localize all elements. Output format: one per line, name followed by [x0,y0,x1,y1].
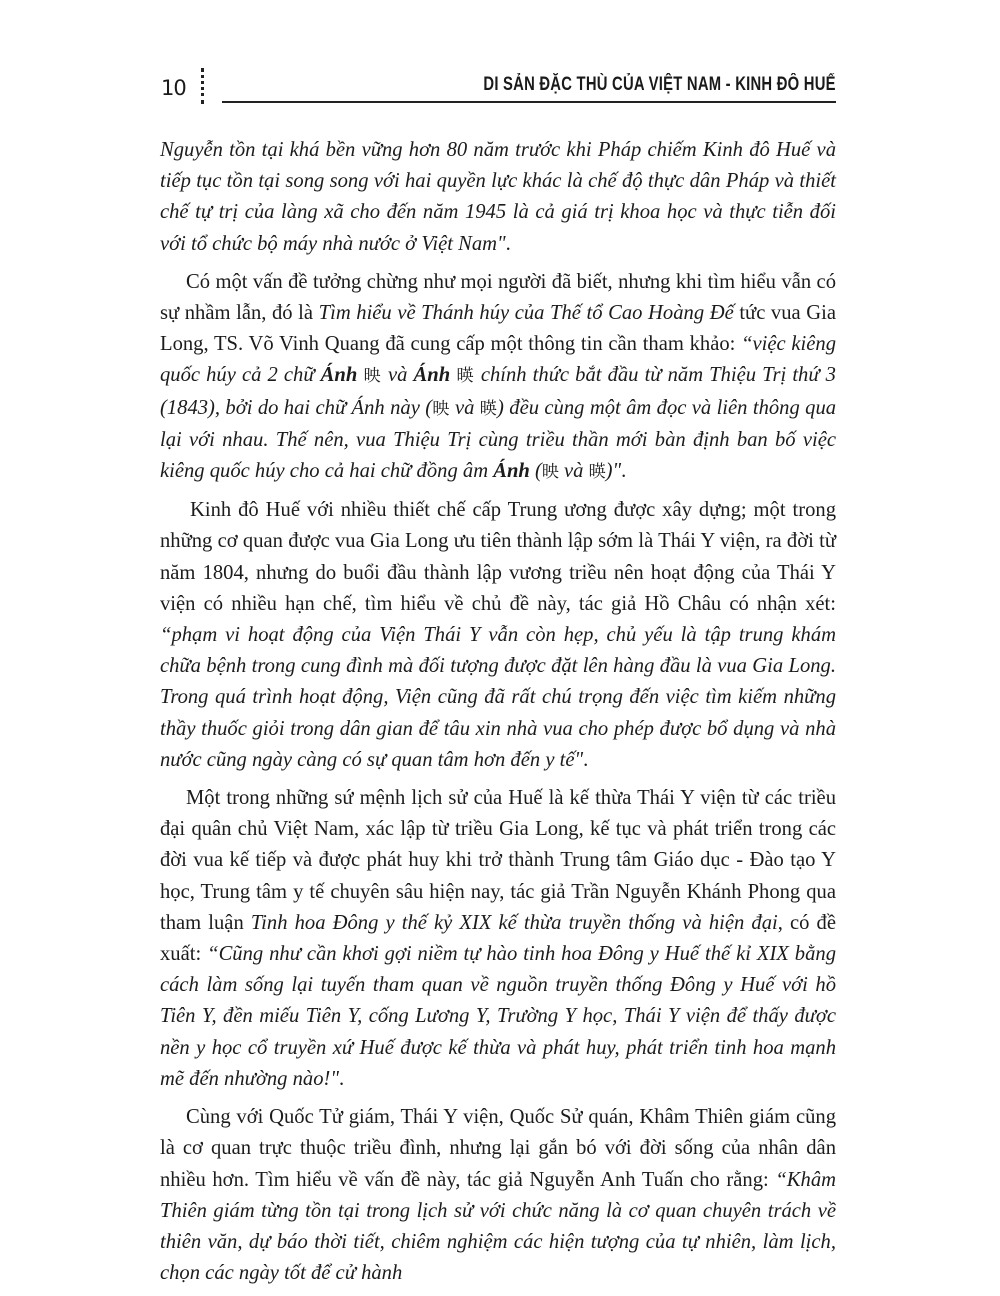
italic-text: “phạm vi hoạt động của Viện Thái Y vẫn còn hẹp, chủ yếu là tập trung khám chữa bệnh trong cung đình mà đối tượng được đặt lên hàng đầu là vua Gia Long. Trong quá trình hoạt động, Viện cũng đã rất chú trọng đến việc tìm kiếm những thầy thuốc giỏi trong dân gian để tâu xin nhà vua cho phép được bổ dụng và nhà nước cũng ngày càng có sự quan tâm hơn đến y tế" [160,624,836,771]
header-dotted-divider [201,68,204,104]
text-run: . [505,232,511,255]
paragraph [160,267,836,488]
italic-text: và [387,364,414,387]
han-character: 暎 [479,398,498,419]
running-title: DI SẢN ĐẶC THÙ CỦA VIỆT NAM - KINH ĐÔ HUẾ [483,74,836,95]
han-character: 映 [541,462,559,483]
bold-term: Ánh [493,460,530,483]
italic-text: và [558,460,589,483]
italic-text: Tìm hiểu về Thánh húy của Thế tổ Cao Hoàng Đế [318,302,734,325]
text-run: Có một vấn đề tưởng chừng như mọi người đã biết, nhưng khi tìm hiểu vẫn có sự nhầm lẫn, đó là [160,270,836,325]
header-rule [222,101,836,103]
text-run: Cùng với Quốc Tử giám, Thái Y viện, Quốc Sử quán, Khâm Thiên giám cũng là cơ quan trực thuộc triều đình, nhưng lại gắn bó với đời sống của nhân dân nhiều hơn. Tìm hiểu về vấn đề này, tác giả Nguyễn Anh Tuấn cho rằng: [160,1106,836,1191]
han-character: 暎 [588,462,606,483]
text-run: Kinh đô Huế với nhiều thiết chế cấp Trung ương được xây dựng; một trong những cơ quan được vua Gia Long ưu tiên thành lập sớm là Thái Y viện, ra đời từ năm 1804, nhưng do buổi đầu thành lập vương triều nên hoạt động của Thái Y viện có nhiều hạn chế, tìm hiểu về chủ đề này, tác giả Hồ Châu có nhận xét: [160,499,836,615]
paragraph [160,135,836,260]
paragraph [160,1102,836,1289]
text-run: . [583,748,589,771]
page-header [0,0,1000,120]
han-character: 映 [432,398,450,419]
body-text [160,135,836,1296]
paragraph [160,495,836,776]
italic-text: Nguyễn tồn tại khá bền vững hơn 80 năm trước khi Pháp chiếm Kinh đô Huế và tiếp tục tồn tại song song với hai quyền lực khác là chế độ thực dân Pháp và thiết chế tự trị của làng xã cho đến năm 1945 là cả giá trị khoa học và thực tiễn đối với tổ chức bộ máy nhà nước ở Việt Nam" [160,139,836,255]
italic-text: Tinh hoa Đông y thế kỷ XIX kế thừa truyền thống và hiện đại [250,911,778,934]
paragraph [160,783,836,1095]
italic-text: “Khâm Thiên giám từng tồn tại trong lịch sử với chức năng là cơ quan chuyên trách về thiên văn, dự báo thời tiết, chiêm nghiệm các hiện tượng của tự nhiên, làm lịch, chọn các ngày tốt để cử hành [160,1168,836,1285]
text-run: . [621,460,627,483]
italic-text: ( [529,460,542,483]
han-character: 映 [357,366,388,387]
bold-term: Ánh [413,364,451,387]
bold-term: Ánh [320,364,358,387]
italic-text: “việc kiêng quốc húy cả 2 chữ [160,333,836,387]
han-character: 暎 [450,366,481,387]
text-run: Một trong những sứ mệnh lịch sử của Huế là kế thừa Thái Y viện từ các triều đại quân chủ Việt Nam, xác lập từ triều Gia Long, kế tục và phát triển trong các đời vua kế tiếp và được phát huy khi trở thành Trung tâm Giáo dục - Đào tạo Y học, Trung tâm y tế chuyên sâu hiện nay, tác giả Trần Nguyễn Khánh Phong qua tham luận [160,787,836,934]
italic-text: )" [605,460,622,483]
text-run: , có đề xuất: [160,911,836,966]
page-number: 10 [161,76,186,100]
italic-text: ) đều cùng một âm đọc và liên thông qua lại với nhau. Thế nên, vua Thiệu Trị cùng triều thần mới bàn định ban bố việc kiêng quốc húy cho cả hai chữ đồng âm [160,396,837,483]
italic-text: và [449,396,480,419]
italic-text: “Cũng như cần khơi gợi niềm tự hào tinh hoa Đông y Huế thế kỉ XIX bằng cách làm sống lại tuyến tham quan về nguồn truyền thống Đông y Huế với hồ Tiên Y, đền miếu Tiên Y, cống Lương Y, Trường Y học, Thái Y viện để thấy được nền y học cổ truyền xứ Huế được kế thừa và phát huy, phát triển tinh hoa mạnh mẽ đến nhường nào!" [160,943,836,1090]
italic-text: chính thức bắt đầu từ năm Thiệu Trị thứ 3 (1843), bởi do hai chữ Ánh này ( [160,364,836,419]
text-run: tức vua Gia Long, TS. Võ Vinh Quang đã cung cấp một thông tin cần tham khảo: [160,302,836,356]
text-run: . [339,1067,345,1090]
